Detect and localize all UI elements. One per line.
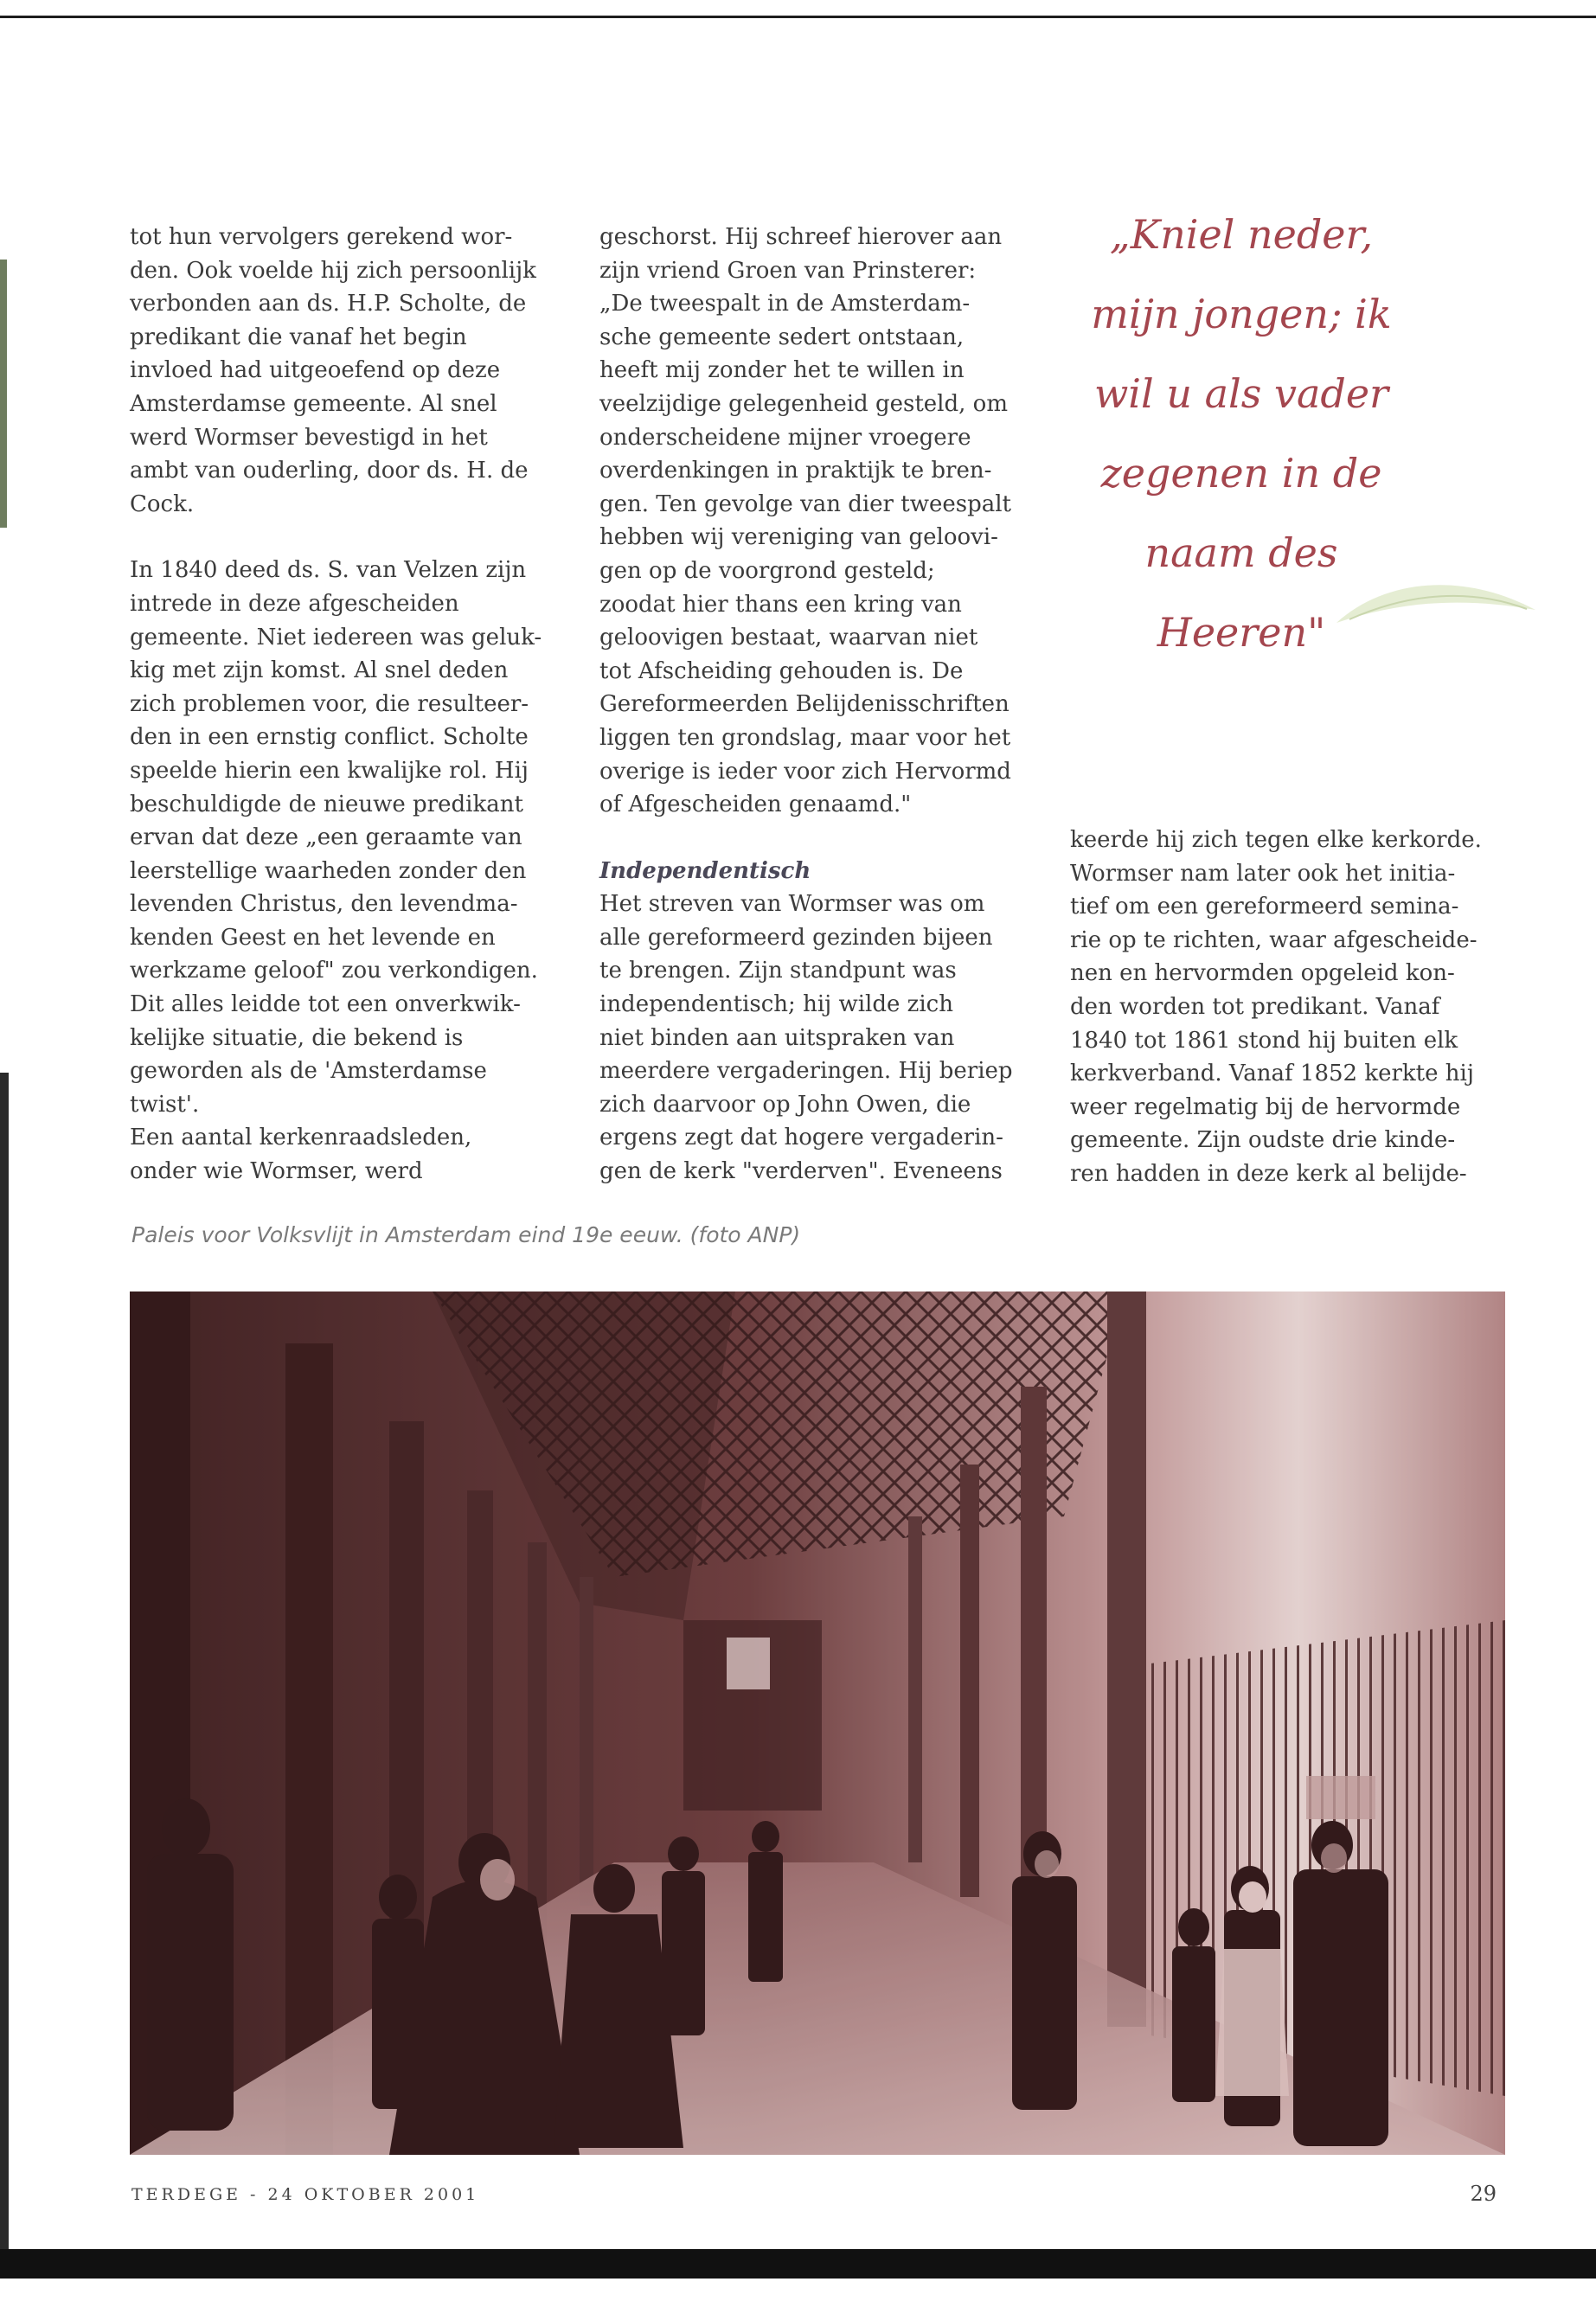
column-1-paragraph-2: In 1840 deed ds. S. van Velzen zijn intrede in deze afgescheiden gemeente. Niet iedereen was geluk- kig met zijn komst. Al snel deden zich problemen voor, die resulteer- den in een ernstig conflict. Scholte speelde hierin een kwalijke rol. Hij beschuldigde de nieuwe predikant ervan dat deze „een geraamte van leerstellige waarheden zonder den levenden Christus, den levendma- kenden Geest en het levende en werkzame geloof" zou verkondigen. Dit alles leidde tot een onverkwik- kelijke situatie, die bekend is geworden als de 'Amsterdamse twist'. bbox=[130, 557, 542, 1118]
footer-publication: TERDEGE - 24 OKTOBER 2001 bbox=[131, 2185, 480, 2204]
edge-scan-mark bbox=[0, 1073, 9, 2249]
page-number: 29 bbox=[1470, 2182, 1497, 2206]
section-subheading: Independentisch bbox=[599, 857, 811, 884]
top-rule bbox=[0, 16, 1596, 18]
bottom-scan-bar bbox=[0, 2249, 1596, 2279]
column-2-paragraph-2: Het streven van Wormser was om alle gereformeerd gezinden bijeen te brengen. Zijn standpunt was independentisch; hij wilde zich niet binden aan uitspraken van meerdere vergaderingen. Hij beriep zich daarvoor op John Owen, die ergens zegt dat hogere vergaderin- gen de kerk "verderven". Eveneens bbox=[599, 891, 1013, 1185]
pull-quote: „Kniel neder, mijn jongen; ik wil u als vader zegenen in de naam des Heeren" bbox=[1091, 211, 1392, 656]
column-1 bbox=[130, 221, 562, 1189]
column-3 bbox=[1070, 824, 1503, 1191]
photo-caption: Paleis voor Volksvlijt in Amsterdam eind 19e eeuw. (foto ANP) bbox=[131, 1222, 801, 1247]
historical-photo bbox=[130, 1292, 1505, 2155]
leaf-decoration bbox=[1332, 562, 1540, 640]
column-1-paragraph-1: tot hun vervolgers gerekend wor- den. Ook voelde hij zich persoonlijk verbonden aan ds. H.P. Scholte, de predikant die vanaf het begin invloed had uitgeoefend op deze Amsterdamse gemeente. Al snel werd Wormser bevestigd in het ambt van ouderling, door ds. H. de Cock. bbox=[130, 224, 536, 517]
edge-color-mark bbox=[0, 260, 7, 528]
column-3-paragraph-1: keerde hij zich tegen elke kerkorde. Wormser nam later ook het initia- tief om een gereformeerd semina- rie op te richten, waar afgescheide- nen en hervormden opgeleid kon- den worden tot predikant. Vanaf 1840 tot 1861 stond hij buiten elk kerkverband. Vanaf 1852 kerkte hij weer regelmatig bij de hervormde gemeente. Zijn oudste drie kinde- ren hadden in deze kerk al belijde- bbox=[1070, 827, 1482, 1187]
column-2-paragraph-1: geschorst. Hij schreef hierover aan zijn vriend Groen van Prinsterer: „De tweespalt in de Amsterdam- sche gemeente sedert ontstaan, heeft mij zonder het te willen in veelzijdige gelegenheid gesteld, om onderscheidene mijner vroegere overdenkingen in praktijk te bren- gen. Ten gevolge van dier tweespalt hebben wij vereniging van geloovi- gen op de voorgrond gesteld; zoodat hier thans een kring van geloovigen bestaat, waarvan niet tot Afscheiding gehouden is. De Gereformeerden Belijdenisschriften liggen ten grondslag, maar voor het overige is ieder voor zich Hervormd of Afgescheiden genaamd." bbox=[599, 224, 1011, 818]
column-2 bbox=[599, 221, 1032, 1189]
column-1-paragraph-3: Een aantal kerkenraadsleden, onder wie Wormser, werd bbox=[130, 1125, 472, 1185]
